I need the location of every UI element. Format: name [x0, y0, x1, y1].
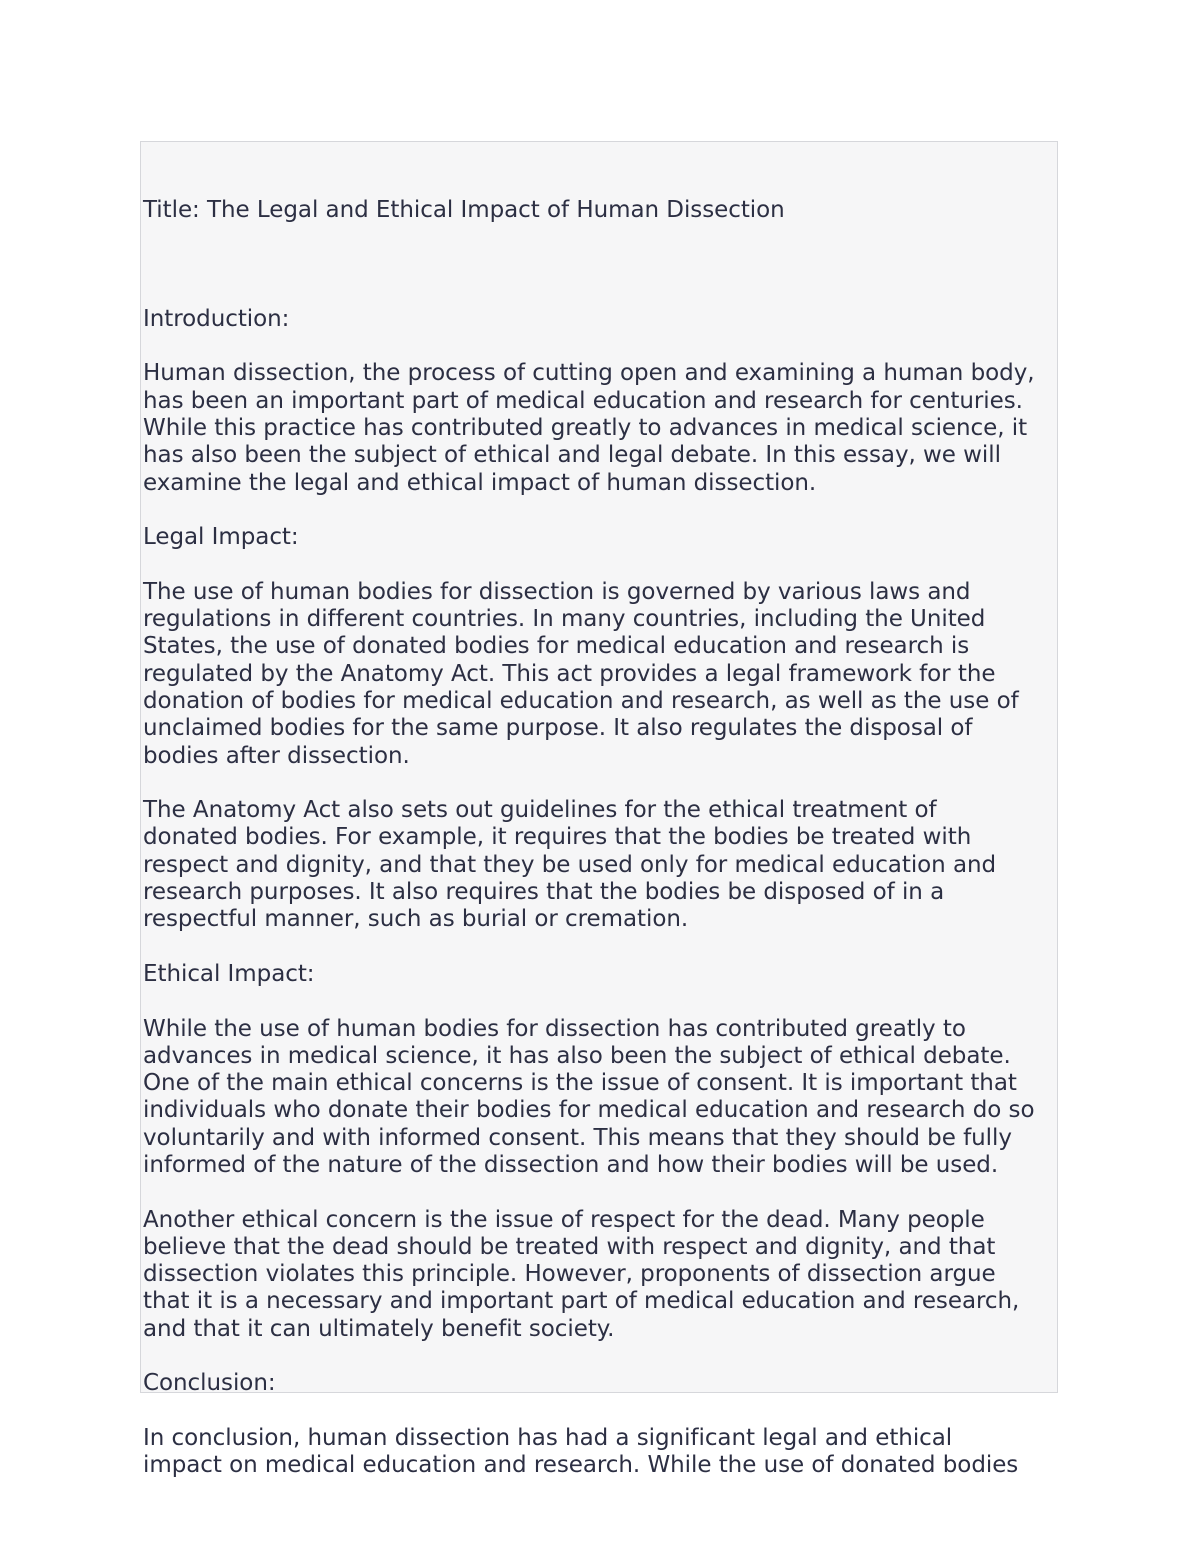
section-heading: [143, 306, 1057, 333]
paragraph-line: dissection violates this principle. However, proponents of dissection argue: [143, 1261, 996, 1288]
paragraph-line: One of the main ethical concerns is the issue of consent. It is important that: [143, 1070, 1017, 1097]
blank-line: [143, 497, 1057, 524]
paragraph-line: donated bodies. For example, it requires that the bodies be treated with: [143, 824, 972, 851]
blank-line: [143, 551, 1057, 578]
paragraph-line: informed of the nature of the dissection and how their bodies will be used.: [143, 1151, 999, 1178]
paragraph-line: respectful manner, such as burial or cremation.: [143, 906, 689, 933]
paragraph-line: regulated by the Anatomy Act. This act provides a legal framework for the: [143, 660, 996, 687]
blank-line: [143, 1343, 1057, 1370]
blank-line: [143, 934, 1057, 961]
paragraph-line: While the use of human bodies for dissection has contributed greatly to: [143, 1015, 966, 1042]
paragraph-line: Another ethical concern is the issue of respect for the dead. Many people: [143, 1206, 985, 1233]
document-page: [140, 141, 1058, 1479]
paragraph-line: impact on medical education and research. While the use of donated bodies: [143, 1452, 1019, 1479]
paragraph-line: examine the legal and ethical impact of human dissection.: [143, 469, 817, 496]
section-heading-text: Legal Impact:: [143, 524, 299, 551]
section-heading-text: Ethical Impact:: [143, 960, 315, 987]
paragraph-line: bodies after dissection.: [143, 742, 410, 769]
paragraph-line: donation of bodies for medical education and research, as well as the use of: [143, 687, 1019, 714]
paragraph: [143, 1016, 1057, 1180]
paragraph-line: regulations in different countries. In many countries, including the United: [143, 606, 986, 633]
paragraph-line: Human dissection, the process of cutting open and examining a human body,: [143, 360, 1035, 387]
paragraph: [143, 1425, 1057, 1480]
section-heading: [143, 1370, 1057, 1397]
section-heading: [143, 961, 1057, 988]
paragraph: [143, 797, 1057, 933]
paragraph-line: that it is a necessary and important part of medical education and research,: [143, 1288, 1020, 1315]
paragraph-line: While this practice has contributed greatly to advances in medical science, it: [143, 414, 1028, 441]
section-heading-text: Introduction:: [143, 305, 290, 332]
document-title: Title: The Legal and Ethical Impact of Human Dissection: [143, 196, 785, 223]
paragraph: [143, 579, 1057, 770]
document-body: [141, 142, 1057, 1480]
paragraph: [143, 1207, 1057, 1343]
blank-line: [143, 333, 1057, 360]
paragraph-line: In conclusion, human dissection has had a significant legal and ethical: [143, 1424, 953, 1451]
paragraph-line: research purposes. It also requires that the bodies be disposed of in a: [143, 879, 945, 906]
paragraph-line: voluntarily and with informed consent. This means that they should be fully: [143, 1124, 1012, 1151]
blank-line: [143, 278, 1057, 305]
paragraph-line: States, the use of donated bodies for medical education and research is: [143, 633, 970, 660]
paragraph-line: unclaimed bodies for the same purpose. It also regulates the disposal of: [143, 715, 973, 742]
paragraph-line: advances in medical science, it has also been the subject of ethical debate.: [143, 1042, 1011, 1069]
section-heading-text: Conclusion:: [143, 1370, 276, 1397]
paragraph-line: The use of human bodies for dissection is governed by various laws and: [143, 578, 971, 605]
section-heading: [143, 524, 1057, 551]
paragraph-line: has also been the subject of ethical and legal debate. In this essay, we will: [143, 442, 1001, 469]
paragraph-line: individuals who donate their bodies for medical education and research do so: [143, 1097, 1035, 1124]
blank-line: [143, 988, 1057, 1015]
paragraph-line: The Anatomy Act also sets out guidelines for the ethical treatment of: [143, 797, 937, 824]
paragraph: [143, 360, 1057, 496]
blank-line: [143, 770, 1057, 797]
paragraph-line: and that it can ultimately benefit society.: [143, 1315, 615, 1342]
paragraph-line: has been an important part of medical education and research for centuries.: [143, 387, 1023, 414]
blank-line: [143, 1398, 1057, 1425]
paragraph-line: believe that the dead should be treated with respect and dignity, and that: [143, 1233, 996, 1260]
blank-line: [143, 1179, 1057, 1206]
paragraph-line: respect and dignity, and that they be used only for medical education and: [143, 851, 997, 878]
